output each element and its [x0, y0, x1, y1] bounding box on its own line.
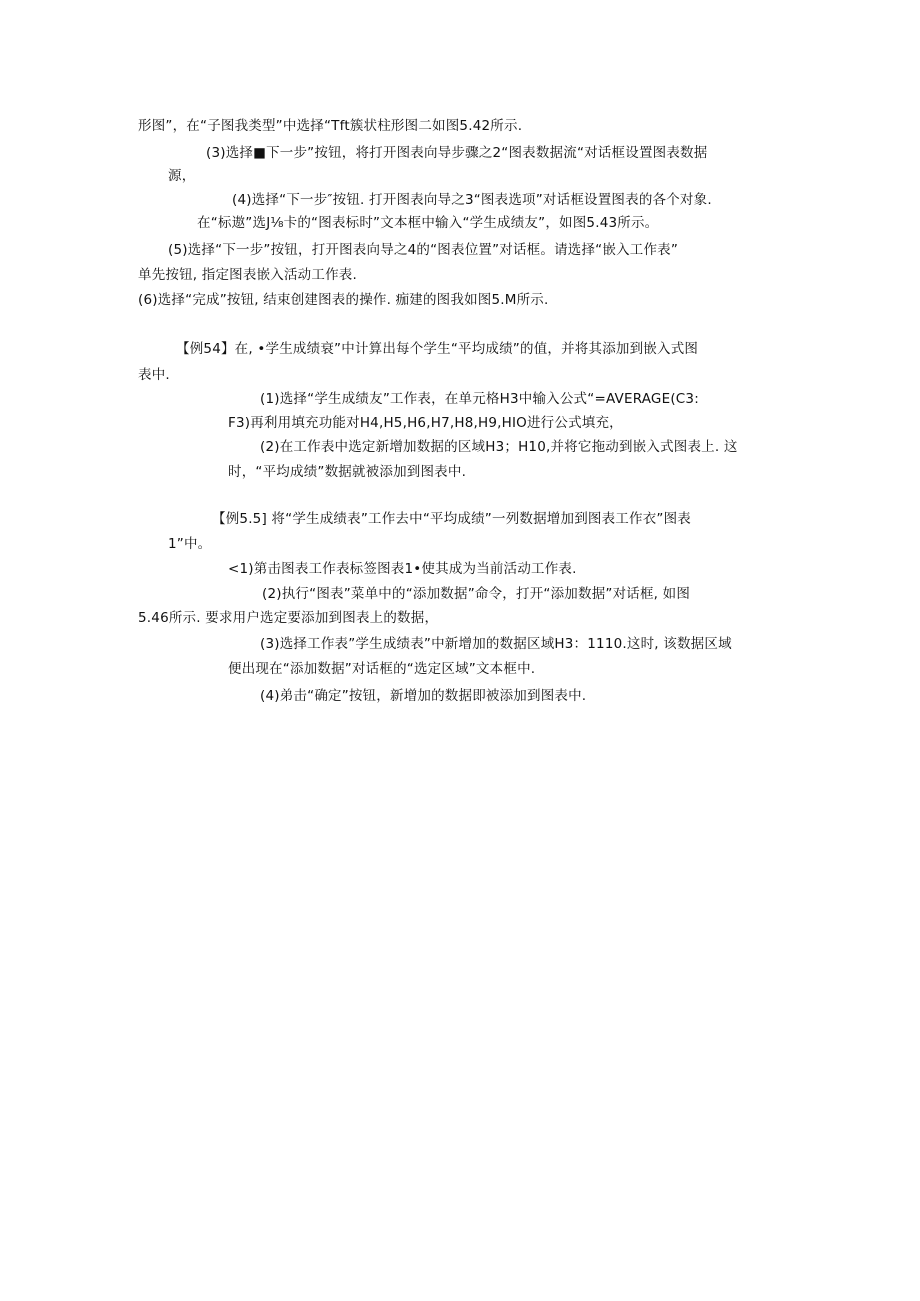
example-54-step-1-line-2: F3)再利用填充功能对H4,H5,H6,H7,H8,H9,HIO进行公式填充， — [228, 415, 623, 431]
step-6-line-1: (6)选择“完成”按钮, 结束创建图表的操作. 痂建的图我如图5.M所示. — [138, 292, 549, 308]
example-55-step-4: (4)弟击“确定”按钮，新增加的数据即被添加到图表中. — [260, 688, 587, 704]
paragraph-continuation: 形图”，在“子图我类型”中选择“Tft簇状柱形图二如图5.42所示. — [138, 118, 523, 134]
example-54-step-2-line-1: (2)在工作表中选定新增加数据的区域H3；H10,并将它拖动到嵌入式图表上. 这 — [260, 439, 738, 455]
step-4-line-1: (4)选择“下一步″按钮. 打开图表向导之3“图表选项”对话框设置图表的各个对象. — [232, 192, 712, 208]
example-54-heading: 【例54】在, •学生成绩衰”中计算出每个学生“平均成绩”的值，并将其添加到嵌入式图 — [176, 341, 699, 357]
example-55-heading-cont: 1”中。 — [168, 536, 212, 552]
example-54-step-1-line-1: (1)选择“学生成绩友”工作表，在单元格H3中输入公式“=AVERAGE(C3: — [260, 391, 699, 407]
step-5-line-1: (5)选择“下一步”按钮，打开图表向导之4的“图表位置”对话框。请选择“嵌入工作表” — [168, 242, 679, 258]
example-54-heading-cont: 表中. — [138, 367, 170, 383]
example-55-heading: 【例5.5] 将“学生成绩表”工作去中“平均成绩”一列数据增加到图表工作衣”图表 — [212, 511, 691, 527]
step-5-line-2: 单先按钮, 指定图表嵌入活动工作表. — [138, 267, 357, 283]
example-54-step-2-line-2: 时，“平均成绩”数据就被添加到图表中. — [228, 464, 467, 480]
step-4-line-2: 在“标遨”选J⅛卡的“图表标时”文本框中输入“学生成绩友”，如图5.43所示。 — [197, 215, 659, 231]
example-55-step-2-line-1: (2)执行“图表”菜单中的“添加数据”命令，打开“添加数据”对话框, 如图 — [262, 586, 691, 602]
example-55-step-2-line-2: 5.46所示. 要求用户选定要添加到图表上的数据， — [138, 610, 439, 626]
example-55-step-3-line-1: (3)选择工作表”学生成绩表”中新增加的数据区域H3：1110.这时, 该数据区域 — [260, 636, 732, 652]
example-55-step-3-line-2: 便出现在“添加数据”对话框的“选定区域”文本框中. — [228, 661, 536, 677]
step-3-line-2: 源， — [168, 168, 196, 184]
example-55-step-1: <1)第击图表工作表标签图表1•使其成为当前活动工作表. — [228, 561, 577, 577]
step-3-line-1: (3)选择■下一步”按钮，将打开图表向导步骤之2“图表数据流“对话框设置图表数据 — [206, 145, 708, 161]
